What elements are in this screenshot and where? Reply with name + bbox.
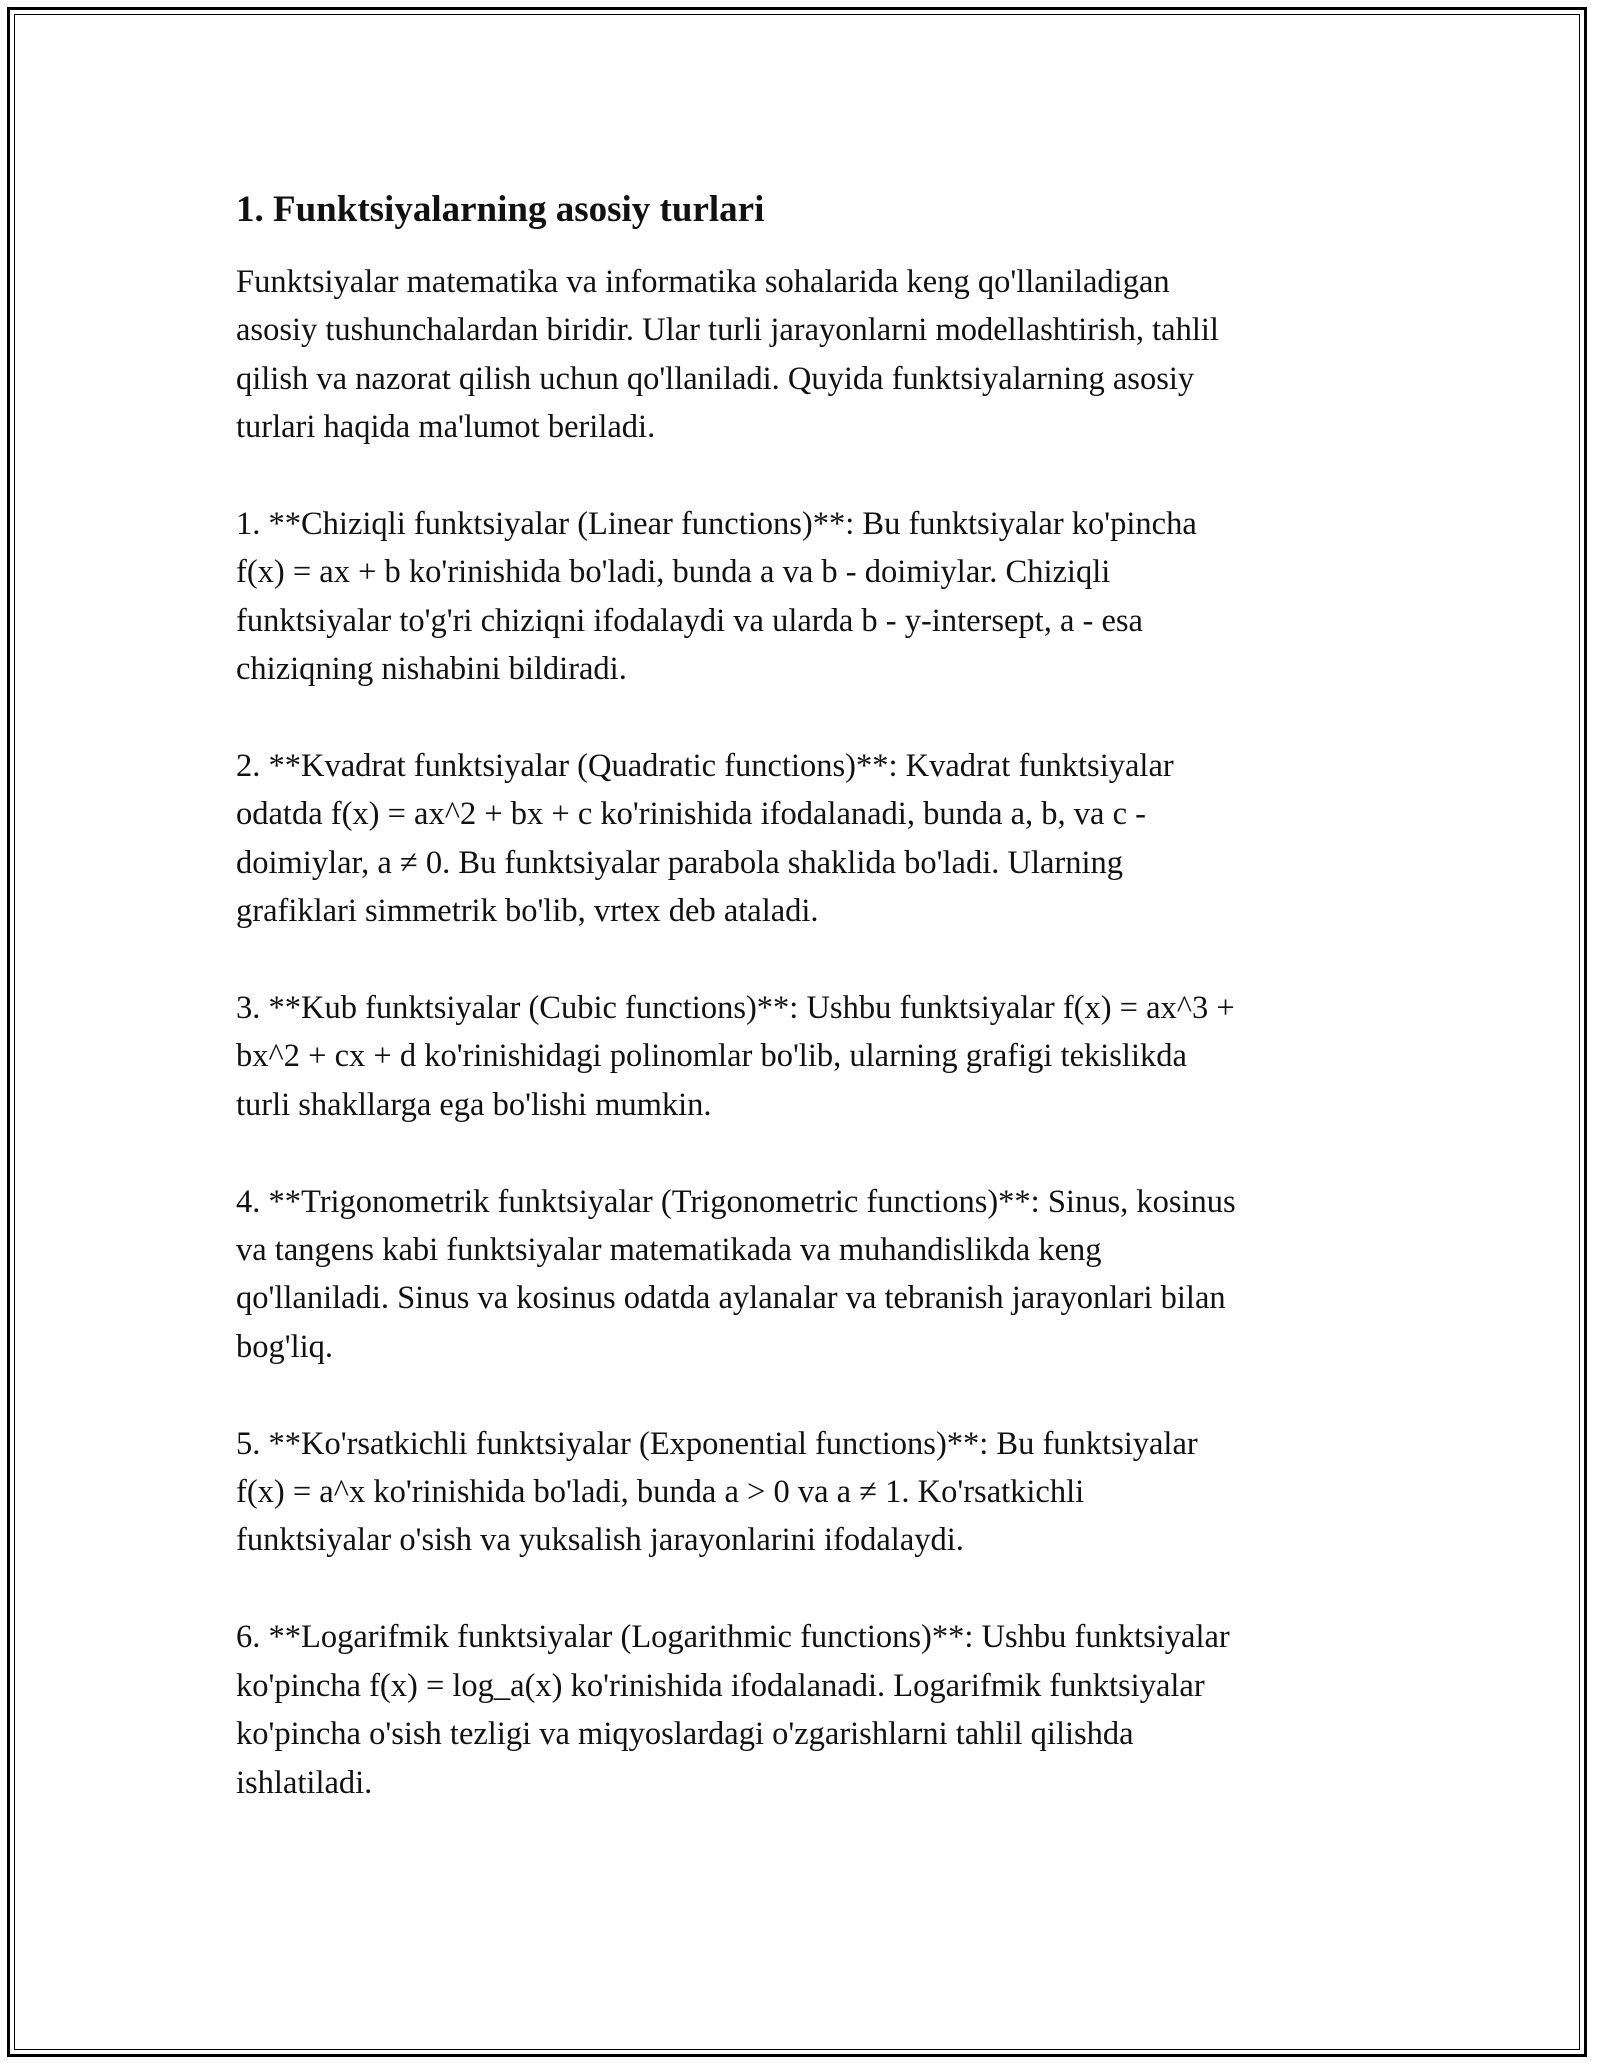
intro-paragraph: Funktsiyalar matematika va informatika sohalarida keng qo'llaniladigan asosiy tushunchalardan biridir. Ular turli jarayonlarni modellashtirish, tahlil qilish va nazorat qilish uchun qo'llaniladi. Quyida funktsiyalarning asosiy turlari haqida ma'lumot beriladi.	[236, 264, 1219, 446]
logarithmic-functions-paragraph: 6. **Logarifmik funktsiyalar (Logarithmic functions)**: Ushbu funktsiyalar ko'pincha f(x) = log_a(x) ko'rinishida ifodalanadi. Logarifmik funktsiyalar ko'pincha o'sish tezligi va miqyoslardagi o'zgarishlarni tahlil qilishda ishlatiladi.	[236, 1619, 1230, 1801]
trigonometric-functions-paragraph: 4. **Trigonometrik funktsiyalar (Trigonometric functions)**: Sinus, kosinus va tangens kabi funktsiyalar matematikada va muhandislikda keng qo'llaniladi. Sinus va kosinus odatda aylanalar va tebranish jarayonlari bilan bog'liq.	[236, 1183, 1236, 1365]
quadratic-functions-paragraph: 2. **Kvadrat funktsiyalar (Quadratic functions)**: Kvadrat funktsiyalar odatda f(x) = ax^2 + bx + c ko'rinishida ifodalanadi, bunda a, b, va c - doimiylar, a ≠ 0. Bu funktsiyalar parabola shaklida bo'ladi. Ularning grafiklari simmetrik bo'lib, vrtex deb ataladi.	[236, 748, 1174, 930]
document-body	[236, 186, 1386, 1855]
cubic-functions-paragraph: 3. **Kub funktsiyalar (Cubic functions)**: Ushbu funktsiyalar f(x) = ax^3 + bx^2 + cx + d ko'rinishidagi polinomlar bo'lib, ularning grafigi tekislikda turli shakllarga ega bo'lishi mumkin.	[236, 990, 1235, 1123]
section-heading: 1. Funktsiyalarning asosiy turlari	[236, 189, 765, 230]
linear-functions-paragraph: 1. **Chiziqli funktsiyalar (Linear functions)**: Bu funktsiyalar ko'pincha f(x) = ax + b ko'rinishida bo'ladi, bunda a va b - doimiylar. Chiziqli funktsiyalar to'g'ri chiziqni ifodalaydi va ularda b - y-intersept, a - esa chiziqning nishabini bildiradi.	[236, 506, 1197, 688]
exponential-functions-paragraph: 5. **Ko'rsatkichli funktsiyalar (Exponential functions)**: Bu funktsiyalar f(x) = a^x ko'rinishida bo'ladi, bunda a > 0 va a ≠ 1. Ko'rsatkichli funktsiyalar o'sish va yuksalish jarayonlarini ifodalaydi.	[236, 1425, 1198, 1559]
